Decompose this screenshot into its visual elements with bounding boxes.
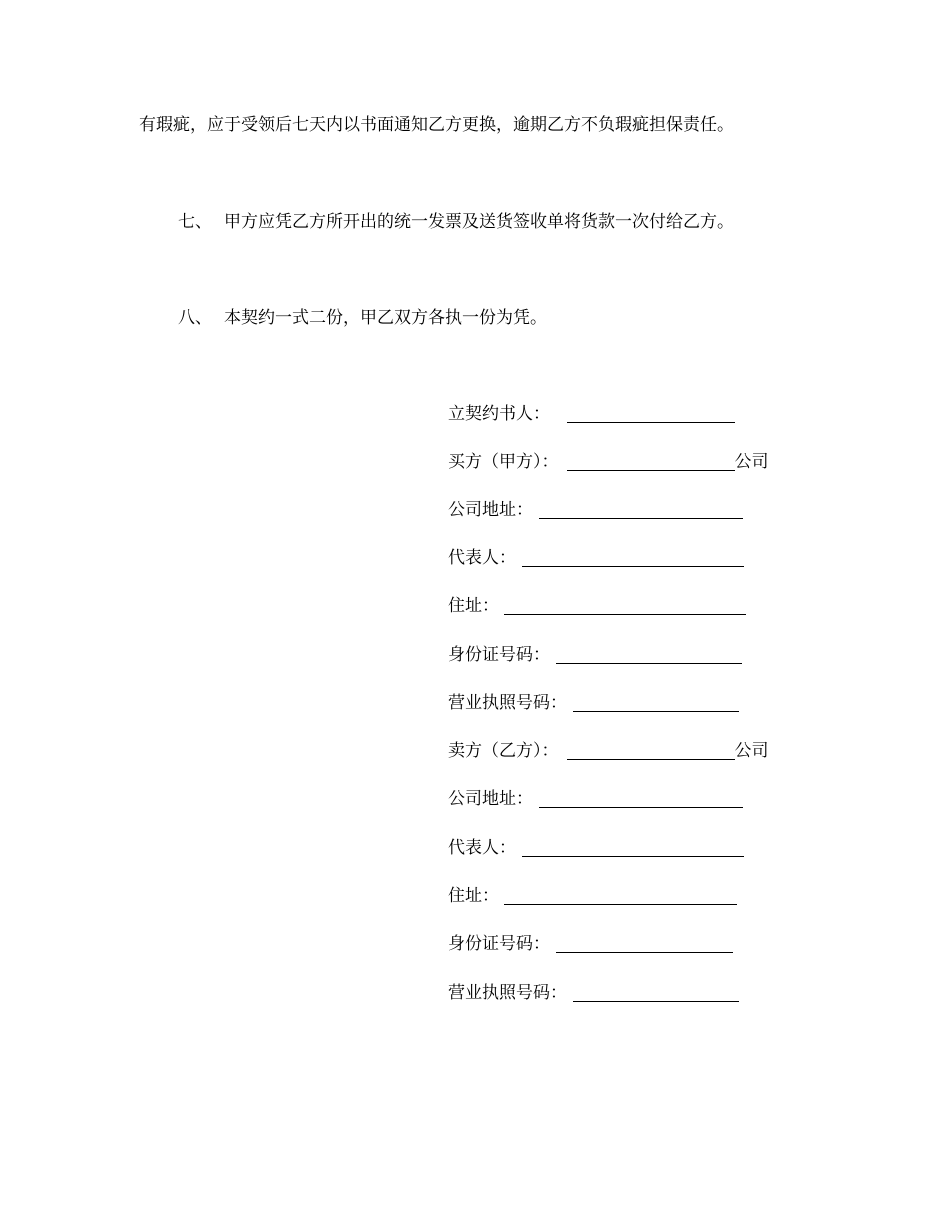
clause-eight: [178, 307, 547, 329]
buyer-id-blank[interactable]: [556, 645, 742, 664]
seller-representative-row: [448, 835, 744, 859]
buyer-representative-row: [448, 545, 744, 569]
seller-license-row: [448, 980, 739, 1004]
seller-residence-label: 住址：: [448, 886, 499, 906]
buyer-representative-blank[interactable]: [522, 548, 744, 567]
seller-residence-blank[interactable]: [504, 886, 737, 905]
seller-residence-row: [448, 883, 737, 907]
buyer-residence-blank[interactable]: [504, 596, 746, 615]
seller-representative-blank[interactable]: [522, 838, 744, 857]
clause-seven-number: 七、: [178, 212, 212, 232]
seller-id-label: 身份证号码：: [448, 934, 550, 954]
buyer-license-row: [448, 690, 739, 714]
buyer-representative-label: 代表人：: [448, 548, 516, 568]
buyer-id-label: 身份证号码：: [448, 645, 550, 665]
buyer-id-row: [448, 642, 742, 666]
clause-eight-number: 八、: [178, 308, 212, 328]
buyer-address-blank[interactable]: [539, 500, 743, 519]
clause-continuation-text: 有瑕疵，应于受领后七天内以书面通知乙方更换，逾期乙方不负瑕疵担保责任。: [139, 115, 734, 135]
seller-address-row: [448, 786, 743, 810]
buyer-row: [448, 449, 769, 473]
buyer-license-blank[interactable]: [573, 693, 739, 712]
clause-eight-text: 本契约一式二份，甲乙双方各执一份为凭。: [224, 308, 547, 328]
buyer-address-row: [448, 497, 743, 521]
signer-row: [448, 401, 735, 425]
clause-seven-text: 甲方应凭乙方所开出的统一发票及送货签收单将货款一次付给乙方。: [224, 212, 734, 232]
seller-license-label: 营业执照号码：: [448, 983, 567, 1003]
signer-label: 立契约书人：: [448, 404, 550, 424]
buyer-label: 买方（甲方）：: [448, 452, 559, 472]
buyer-address-label: 公司地址：: [448, 500, 533, 520]
seller-id-blank[interactable]: [556, 934, 733, 953]
buyer-license-label: 营业执照号码：: [448, 693, 567, 713]
seller-license-blank[interactable]: [573, 983, 739, 1002]
buyer-company-blank[interactable]: [567, 452, 735, 471]
buyer-company-suffix: 公司: [734, 452, 769, 472]
seller-id-row: [448, 931, 733, 955]
seller-company-blank[interactable]: [567, 741, 735, 760]
buyer-residence-label: 住址：: [448, 596, 499, 616]
seller-company-suffix: 公司: [734, 741, 769, 761]
seller-address-label: 公司地址：: [448, 789, 533, 809]
seller-representative-label: 代表人：: [448, 838, 516, 858]
clause-seven: [178, 211, 734, 233]
buyer-residence-row: [448, 593, 746, 617]
clause-continuation: [139, 114, 734, 136]
seller-row: [448, 738, 769, 762]
seller-address-blank[interactable]: [539, 789, 743, 808]
signer-blank[interactable]: [567, 404, 735, 423]
seller-label: 卖方（乙方）：: [448, 741, 559, 761]
